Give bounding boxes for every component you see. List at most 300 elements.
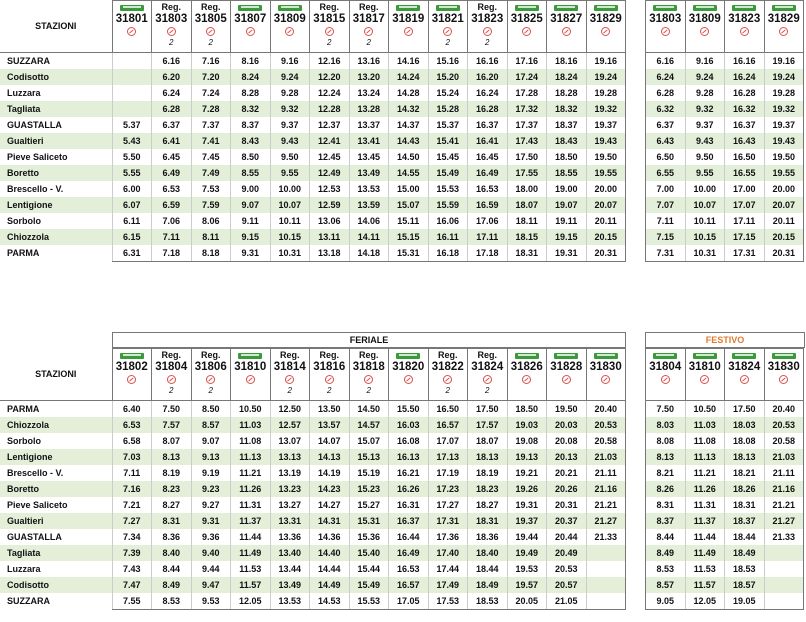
departure-time: 14.16 <box>389 53 429 70</box>
bus-icon <box>554 353 578 359</box>
train-number: 31830 <box>589 361 622 373</box>
train-note: 2 <box>169 38 174 47</box>
departure-time: 14.36 <box>310 529 350 545</box>
train-note: 2 <box>445 38 450 47</box>
departure-time: 16.44 <box>389 529 429 545</box>
departure-time: 7.11 <box>152 229 192 245</box>
departure-time: 18.53 <box>725 561 765 577</box>
departure-time: 21.05 <box>547 593 587 610</box>
departure-time: 21.03 <box>764 449 804 465</box>
no-smoking-icon <box>246 27 255 36</box>
departure-time: 19.31 <box>547 245 587 262</box>
departure-time: 16.06 <box>428 213 468 229</box>
departure-time: 10.11 <box>270 213 310 229</box>
departure-time: 18.21 <box>725 465 765 481</box>
departure-time: 11.13 <box>685 449 725 465</box>
train-column-header <box>152 1 192 53</box>
train-note <box>765 38 804 48</box>
train-column-header <box>349 1 389 53</box>
departure-time: 8.13 <box>646 449 686 465</box>
departure-time: 18.15 <box>507 229 547 245</box>
departure-time: 13.07 <box>270 433 310 449</box>
train-column-header <box>507 349 547 401</box>
train-column-header <box>547 1 587 53</box>
departure-time: 17.50 <box>725 401 765 418</box>
table-row <box>0 229 626 245</box>
no-smoking-icon <box>661 27 670 36</box>
departure-time: 8.08 <box>646 433 686 449</box>
departure-time: 8.57 <box>191 417 231 433</box>
departure-time: 19.16 <box>586 53 626 70</box>
train-note <box>646 38 685 48</box>
station-name: Boretto <box>0 481 112 497</box>
departure-time: 18.36 <box>468 529 508 545</box>
train-number: 31804 <box>155 361 188 373</box>
station-name: SUZZARA <box>7 596 50 607</box>
departure-time: 15.50 <box>389 401 429 418</box>
departure-time: 5.43 <box>112 133 152 149</box>
bus-icon <box>693 5 717 11</box>
departure-time: 13.06 <box>310 213 350 229</box>
departure-time <box>112 101 152 117</box>
departure-time: 20.11 <box>586 213 626 229</box>
train-column-header <box>310 1 350 53</box>
train-note <box>725 38 764 48</box>
no-smoking-icon <box>364 375 373 384</box>
departure-time: 14.53 <box>310 593 350 610</box>
departure-time: 10.31 <box>270 245 310 262</box>
departure-time: 6.43 <box>646 133 686 149</box>
no-smoking-icon <box>483 375 492 384</box>
departure-time: 17.11 <box>468 229 508 245</box>
departure-time: 11.57 <box>685 577 725 593</box>
departure-time: 16.41 <box>468 133 508 149</box>
train-note: 2 <box>287 386 292 395</box>
station-name: PARMA <box>7 404 40 414</box>
timetable-bottom-festivo <box>645 348 804 610</box>
departure-time: 8.07 <box>152 433 192 449</box>
table-row <box>0 213 626 229</box>
departure-time: 19.00 <box>547 181 587 197</box>
train-number: 31826 <box>510 361 543 373</box>
train-note: 2 <box>485 386 490 395</box>
departure-time <box>586 561 626 577</box>
departure-time: 7.03 <box>112 449 152 465</box>
departure-time: 14.07 <box>310 433 350 449</box>
departure-time: 20.03 <box>547 417 587 433</box>
departure-time: 17.18 <box>468 245 508 262</box>
train-number: 31819 <box>392 13 425 25</box>
departure-time: 7.53 <box>191 181 231 197</box>
departure-time: 18.23 <box>468 481 508 497</box>
train-number: 31829 <box>589 13 622 25</box>
departure-time: 16.59 <box>468 197 508 213</box>
no-smoking-icon <box>601 27 610 36</box>
train-note <box>765 386 804 396</box>
departure-time: 9.32 <box>685 101 725 117</box>
departure-time: 8.18 <box>191 245 231 262</box>
train-note: 2 <box>327 386 332 395</box>
no-smoking-icon <box>246 375 255 384</box>
train-type-label: Reg. <box>279 350 300 360</box>
no-smoking-icon <box>364 27 373 36</box>
train-note <box>113 386 152 396</box>
departure-time: 15.07 <box>389 197 429 213</box>
train-note: 2 <box>327 38 332 47</box>
departure-time: 8.21 <box>646 465 686 481</box>
table-row <box>646 69 804 85</box>
bus-icon <box>120 5 144 11</box>
station-name: Tagliata <box>0 545 112 561</box>
departure-time: 13.50 <box>310 401 350 418</box>
table-row <box>0 117 626 133</box>
departure-time: 7.24 <box>191 85 231 101</box>
departure-time: 17.00 <box>725 181 765 197</box>
train-column-header <box>468 1 508 53</box>
train-number: 31810 <box>234 361 267 373</box>
departure-time: 19.03 <box>507 417 547 433</box>
departure-time: 15.27 <box>349 497 389 513</box>
departure-time: 19.43 <box>586 133 626 149</box>
table-row <box>646 165 804 181</box>
departure-time: 13.28 <box>349 101 389 117</box>
departure-time: 9.47 <box>191 577 231 593</box>
departure-time: 19.55 <box>586 165 626 181</box>
departure-time: 16.28 <box>468 101 508 117</box>
departure-time: 17.53 <box>428 593 468 610</box>
departure-time: 13.31 <box>270 513 310 529</box>
departure-time: 19.37 <box>507 513 547 529</box>
train-column-header <box>547 349 587 401</box>
departure-time: 17.19 <box>428 465 468 481</box>
departure-time: 21.33 <box>764 529 804 545</box>
departure-time: 19.37 <box>586 117 626 133</box>
table-row <box>0 417 626 433</box>
departure-time: 11.13 <box>231 449 271 465</box>
train-number: 31809 <box>273 13 306 25</box>
departure-time: 9.05 <box>646 593 686 610</box>
departure-time: 15.59 <box>428 197 468 213</box>
departure-time: 18.31 <box>725 497 765 513</box>
train-column-header <box>468 349 508 401</box>
departure-time: 7.00 <box>646 181 686 197</box>
departure-time: 6.37 <box>152 117 192 133</box>
departure-time: 6.20 <box>152 69 192 85</box>
departure-time: 19.53 <box>507 561 547 577</box>
train-number: 31824 <box>728 361 761 373</box>
departure-time: 18.08 <box>725 433 765 449</box>
train-number: 31817 <box>352 13 385 25</box>
departure-time: 18.31 <box>468 513 508 529</box>
bus-icon <box>653 353 677 359</box>
departure-time: 6.28 <box>152 101 192 117</box>
departure-time: 8.24 <box>231 69 271 85</box>
departure-time: 7.18 <box>152 245 192 262</box>
train-number: 31807 <box>234 13 267 25</box>
departure-time: 11.31 <box>231 497 271 513</box>
no-smoking-icon <box>700 27 709 36</box>
departure-time: 10.07 <box>270 197 310 213</box>
table-row <box>0 449 626 465</box>
departure-time: 16.16 <box>725 53 765 70</box>
table-row <box>646 481 804 497</box>
departure-time: 16.57 <box>389 577 429 593</box>
departure-time: 21.27 <box>586 513 626 529</box>
departure-time: 14.44 <box>310 561 350 577</box>
station-name: Pieve Saliceto <box>7 500 68 510</box>
departure-time: 8.31 <box>152 513 192 529</box>
departure-time: 15.24 <box>428 85 468 101</box>
departure-time: 20.07 <box>764 197 804 213</box>
departure-time: 19.24 <box>586 69 626 85</box>
train-note: 2 <box>366 38 371 47</box>
departure-time: 15.00 <box>389 181 429 197</box>
departure-time: 21.03 <box>586 449 626 465</box>
no-smoking-icon <box>740 27 749 36</box>
departure-time: 11.26 <box>231 481 271 497</box>
train-number: 31825 <box>510 13 543 25</box>
departure-time: 11.44 <box>231 529 271 545</box>
timetable-top-festivo <box>645 0 804 262</box>
departure-time: 9.53 <box>191 593 231 610</box>
departure-time: 13.13 <box>270 449 310 465</box>
departure-time: 10.15 <box>270 229 310 245</box>
departure-time: 11.37 <box>231 513 271 529</box>
departure-time: 7.06 <box>152 213 192 229</box>
departure-time: 8.55 <box>231 165 271 181</box>
departure-time: 14.32 <box>389 101 429 117</box>
departure-time: 15.16 <box>428 53 468 70</box>
table-row <box>646 85 804 101</box>
table-row <box>0 197 626 213</box>
departure-time: 20.13 <box>547 449 587 465</box>
departure-time: 8.53 <box>646 561 686 577</box>
departure-time: 11.44 <box>685 529 725 545</box>
station-name: Sorbolo <box>7 216 41 226</box>
departure-time: 18.03 <box>725 417 765 433</box>
table-row <box>0 481 626 497</box>
departure-time: 16.26 <box>389 481 429 497</box>
table-row <box>646 149 804 165</box>
departure-time: 14.19 <box>310 465 350 481</box>
departure-time: 20.07 <box>586 197 626 213</box>
departure-time: 13.16 <box>349 53 389 70</box>
departure-time: 20.31 <box>586 245 626 262</box>
departure-time: 8.27 <box>152 497 192 513</box>
departure-time: 17.50 <box>468 401 508 418</box>
train-column-header <box>428 349 468 401</box>
departure-time: 20.15 <box>586 229 626 245</box>
departure-time: 7.41 <box>191 133 231 149</box>
departure-time: 17.05 <box>389 593 429 610</box>
train-column-header <box>764 1 804 53</box>
departure-time: 12.53 <box>310 181 350 197</box>
departure-time: 18.07 <box>507 197 547 213</box>
bus-icon <box>772 353 796 359</box>
no-smoking-icon <box>601 375 610 384</box>
train-number: 31810 <box>688 361 721 373</box>
departure-time: 13.53 <box>349 181 389 197</box>
table-row <box>646 593 804 610</box>
departure-time: 11.49 <box>231 545 271 561</box>
departure-time: 18.00 <box>507 181 547 197</box>
departure-time: 6.24 <box>646 69 686 85</box>
departure-time: 13.36 <box>270 529 310 545</box>
departure-time: 15.13 <box>349 449 389 465</box>
departure-time: 6.55 <box>646 165 686 181</box>
departure-time: 8.16 <box>231 53 271 70</box>
train-column-header <box>231 349 271 401</box>
departure-time: 8.32 <box>231 101 271 117</box>
departure-time: 6.15 <box>112 229 152 245</box>
stations-header: STAZIONI <box>0 1 112 53</box>
departure-time: 12.05 <box>231 593 271 610</box>
departure-time: 16.37 <box>389 513 429 529</box>
train-number: 31803 <box>155 13 188 25</box>
train-column-header <box>270 1 310 53</box>
departure-time: 14.31 <box>310 513 350 529</box>
departure-time: 20.05 <box>507 593 547 610</box>
departure-time: 13.57 <box>310 417 350 433</box>
departure-time: 18.50 <box>507 401 547 418</box>
departure-time: 8.11 <box>191 229 231 245</box>
departure-time: 19.50 <box>547 401 587 418</box>
departure-time: 10.31 <box>685 245 725 262</box>
station-name: Lentigione <box>0 449 112 465</box>
train-note <box>508 38 547 48</box>
departure-time: 18.49 <box>468 577 508 593</box>
train-number: 31830 <box>767 361 800 373</box>
departure-time <box>112 85 152 101</box>
departure-time: 8.23 <box>152 481 192 497</box>
departure-time: 13.24 <box>349 85 389 101</box>
table-row <box>0 101 626 117</box>
no-smoking-icon <box>661 375 670 384</box>
departure-time: 8.40 <box>152 545 192 561</box>
departure-time: 18.53 <box>468 593 508 610</box>
train-type-label: Reg. <box>319 2 339 12</box>
departure-time: 12.59 <box>310 197 350 213</box>
train-column-header <box>685 349 725 401</box>
train-number: 31827 <box>550 13 583 25</box>
table-row <box>0 85 626 101</box>
departure-time: 15.49 <box>349 577 389 593</box>
departure-time: 19.55 <box>764 165 804 181</box>
departure-time: 13.27 <box>270 497 310 513</box>
departure-time: 13.45 <box>349 149 389 165</box>
no-smoking-icon <box>167 27 176 36</box>
departure-time: 19.24 <box>764 69 804 85</box>
departure-time: 17.07 <box>428 433 468 449</box>
departure-time <box>764 593 804 610</box>
table-row <box>646 465 804 481</box>
departure-time: 9.37 <box>685 117 725 133</box>
departure-time: 7.50 <box>646 401 686 418</box>
table-row <box>646 449 804 465</box>
departure-time: 18.57 <box>725 577 765 593</box>
bus-icon <box>515 353 539 359</box>
bus-icon <box>436 5 460 11</box>
departure-time: 16.21 <box>389 465 429 481</box>
departure-time: 15.23 <box>349 481 389 497</box>
departure-time: 18.50 <box>547 149 587 165</box>
table-row <box>646 433 804 449</box>
departure-time: 6.49 <box>152 165 192 181</box>
station-name: SUZZARA <box>7 56 50 66</box>
station-name: Chiozzola <box>0 229 112 245</box>
departure-time: 18.11 <box>507 213 547 229</box>
station-name: PARMA <box>7 248 40 259</box>
train-column-header <box>191 1 231 53</box>
no-smoking-icon <box>779 375 788 384</box>
bus-icon <box>732 353 756 359</box>
departure-time: 16.49 <box>389 545 429 561</box>
departure-time: 15.53 <box>349 593 389 610</box>
departure-time: 19.32 <box>764 101 804 117</box>
table-row <box>646 101 804 117</box>
departure-time: 7.31 <box>646 245 686 262</box>
departure-time: 5.50 <box>112 149 152 165</box>
departure-time: 17.57 <box>468 417 508 433</box>
departure-time: 7.15 <box>646 229 686 245</box>
train-type-label: Reg. <box>358 350 379 360</box>
train-note <box>587 386 626 396</box>
departure-time: 6.11 <box>112 213 152 229</box>
departure-time: 8.53 <box>152 593 192 610</box>
departure-time: 12.41 <box>310 133 350 149</box>
bus-icon <box>278 5 302 11</box>
table-row <box>0 465 626 481</box>
no-smoking-icon <box>562 27 571 36</box>
train-type-label: Reg. <box>358 2 379 12</box>
train-note: 2 <box>445 386 450 395</box>
departure-time: 17.24 <box>507 69 547 85</box>
departure-time: 16.28 <box>725 85 765 101</box>
departure-time: 16.50 <box>725 149 765 165</box>
departure-time: 6.59 <box>152 197 192 213</box>
table-row <box>646 117 804 133</box>
departure-time: 8.31 <box>646 497 686 513</box>
train-note <box>231 386 270 396</box>
departure-time: 15.44 <box>349 561 389 577</box>
departure-time: 19.44 <box>507 529 547 545</box>
train-column-header <box>586 349 626 401</box>
departure-time: 8.49 <box>152 577 192 593</box>
departure-time: 8.37 <box>231 117 271 133</box>
departure-time: 11.49 <box>685 545 725 561</box>
departure-time: 14.55 <box>389 165 429 181</box>
departure-time: 14.57 <box>349 417 389 433</box>
departure-time: 16.53 <box>389 561 429 577</box>
train-column-header <box>349 349 389 401</box>
departure-time: 7.43 <box>112 561 152 577</box>
train-note <box>547 386 586 396</box>
departure-time: 17.50 <box>507 149 547 165</box>
departure-time: 13.53 <box>270 593 310 610</box>
train-note: 2 <box>169 386 174 395</box>
departure-time: 8.06 <box>191 213 231 229</box>
departure-time: 19.50 <box>586 149 626 165</box>
departure-time: 5.55 <box>112 165 152 181</box>
no-smoking-icon <box>325 375 334 384</box>
departure-time: 19.21 <box>507 465 547 481</box>
train-number: 31818 <box>352 361 385 373</box>
departure-time: 18.44 <box>468 561 508 577</box>
departure-time: 13.59 <box>349 197 389 213</box>
departure-time: 9.32 <box>270 101 310 117</box>
departure-time: 11.03 <box>231 417 271 433</box>
departure-time: 7.39 <box>112 545 152 561</box>
